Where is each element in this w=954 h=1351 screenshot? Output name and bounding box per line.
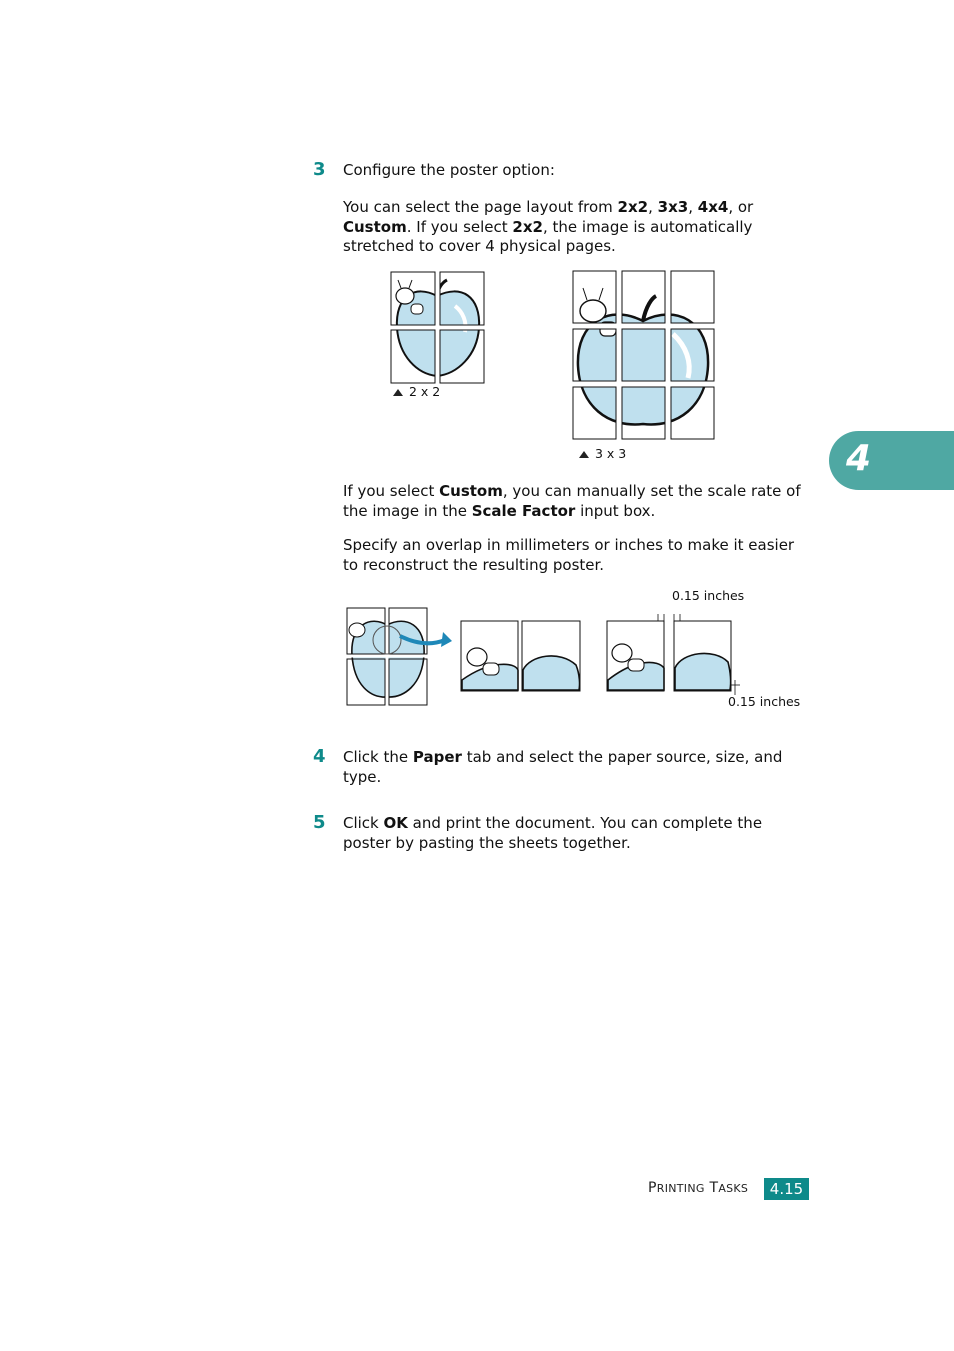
overlap-text: Specify an overlap in millimeters or inches to make it easier to reconstruct the resulting poster. [343,536,795,574]
text-run: , you can manually set the scale rate of the image in the [343,482,801,520]
custom-scale-paragraph [343,482,813,521]
paper-tab-ref: Paper [412,748,462,766]
layout-options-paragraph [343,198,813,257]
text-run: input box. [575,501,656,520]
text-run: Click [343,814,384,832]
step-3-intro [343,161,813,181]
option-custom: Custom [343,217,407,236]
poster-2x2-figure [385,266,495,391]
overlap-figure [340,600,740,712]
triangle-icon [393,389,403,396]
overlap-label-bottom: 0.15 inches [728,694,801,709]
text-run: P [648,1180,657,1196]
option-4x4: 4x4 [697,198,729,216]
step-4-text [343,748,813,787]
option-2x2-ref: 2x2 [512,217,543,236]
step-number-4: 4 [313,746,326,767]
text-run: , or [728,198,754,216]
text-run: RINTING [656,1182,705,1195]
footer-section-title [648,1180,748,1196]
chapter-number: 4 [846,438,872,479]
caption-2x2-text: 2 x 2 [409,384,441,399]
ok-button-ref: OK [383,814,408,832]
text-run: . If you select [406,217,513,236]
text-run: T [709,1180,719,1196]
option-2x2: 2x2 [617,198,649,216]
text-run: , the image is automatically stretched to cover 4 physical pages. [343,217,753,255]
text-run: tab and select the paper source, size, and type. [343,748,783,786]
page-number: 4.15 [764,1178,809,1200]
overlap-label-top: 0.15 inches [672,588,745,603]
text-run: Click the [343,748,413,766]
step-number-5: 5 [313,812,326,833]
text-run: , [688,198,698,216]
step-number-3: 3 [313,159,326,180]
step-3-intro-text: Configure the poster option: [343,161,555,179]
text-run: ASKS [718,1182,749,1195]
text-run: , [648,198,658,216]
triangle-icon [579,451,589,458]
caption-3x3 [579,446,626,461]
option-custom: Custom [439,482,503,500]
text-run: If you select [343,482,440,500]
overlap-paragraph [343,536,813,575]
option-3x3: 3x3 [657,198,689,216]
poster-3x3-figure [568,266,718,446]
caption-3x3-text: 3 x 3 [595,446,627,461]
caption-2x2 [393,384,440,399]
text-run: You can select the page layout from [343,198,618,216]
scale-factor-ref: Scale Factor [471,501,576,520]
text-run: and print the document. You can complete the poster by pasting the sheets together. [343,814,763,852]
step-5-text [343,814,813,853]
